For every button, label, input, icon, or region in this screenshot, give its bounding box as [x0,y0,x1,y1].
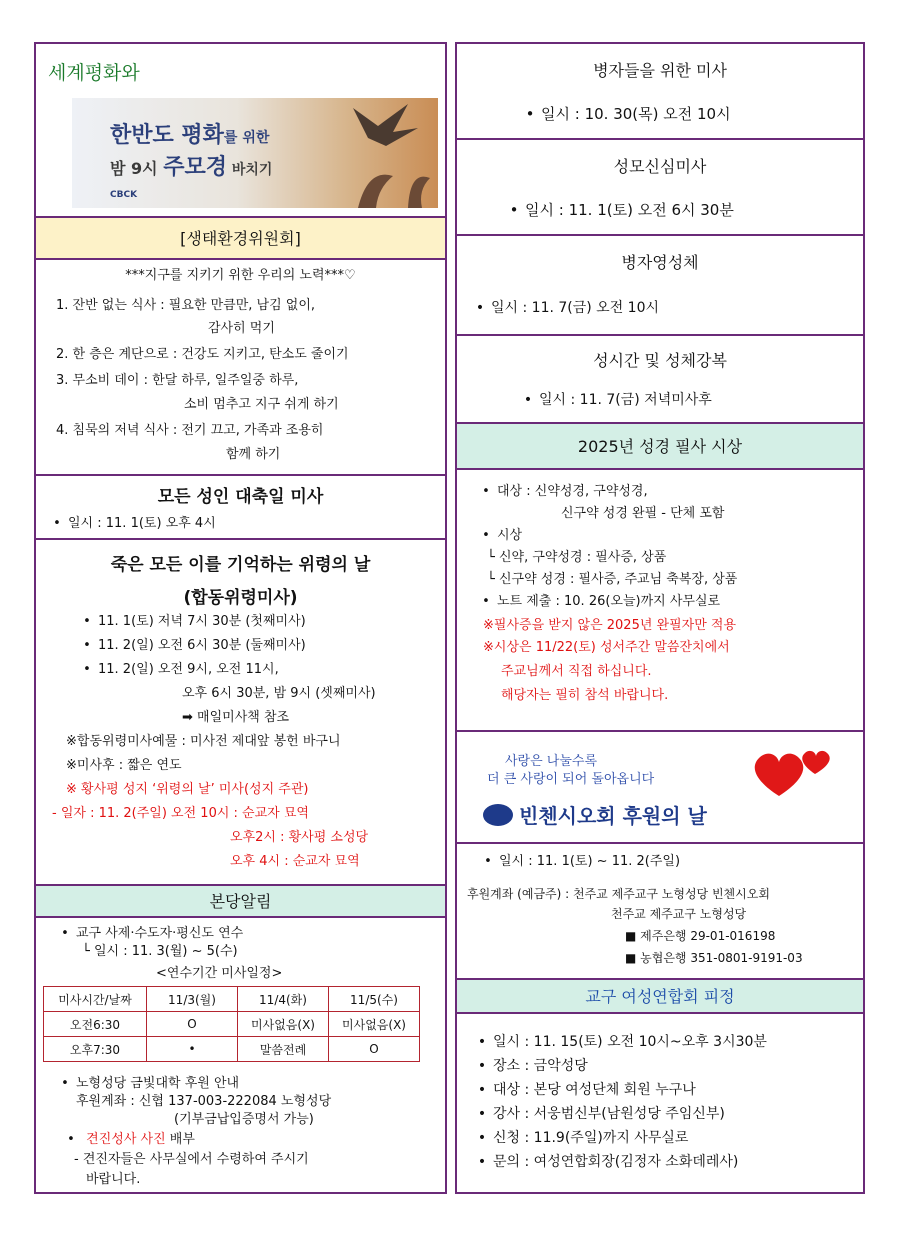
vincent-banner-title: 빈첸시오회 후원의 날 [519,804,707,828]
mass-schedule-table [43,986,420,1062]
souls-red-1: ※ 황사평 성지 ‘위령의 날’ 미사(성지 주관) [66,782,309,797]
sick-communion-section [457,236,863,336]
mary-mass-section [457,140,863,236]
vincent-bank-2: ■ 농협은행 351-0801-9191-03 [625,951,803,965]
banner-line2: 밤 9시 주모경 바치기 [110,155,273,180]
vincent-time: • 일시 : 11. 1(토) ~ 11. 2(주일) [477,852,680,872]
sick-communion-title: 병자영성체 [621,253,699,272]
souls-subtitle: (합동위령미사) [183,588,298,608]
holy-hour-time: • 일시 : 11. 7(금) 저녁미사후 [517,390,712,410]
bible-section [457,424,863,732]
saints-time: • 일시 : 11. 1(토) 오후 4시 [46,514,216,534]
bible-red-4: 해당자는 필히 참석 바랍니다. [501,688,669,703]
women-item: • 강사 : 서웅범신부(남원성당 주임신부) [471,1104,725,1124]
banner-slogan-1: 사랑은 나눌수록 [505,754,598,769]
holy-hour-title: 성시간 및 성체강복 [593,351,727,370]
univ-note: (기부금납입증명서 가능) [174,1112,314,1127]
women-item: • 대상 : 본당 여성단체 회원 누구나 [471,1080,696,1100]
eco-item: 3. 무소비 데이 : 한달 하루, 일주일중 하루, [56,373,299,388]
bible-red-1: ※필사증을 받지 않은 2025년 완필자만 적용 [483,618,737,633]
vincent-section [457,732,863,980]
eco-item: 소비 멈추고 지구 쉬게 하기 [184,397,339,412]
bible-header: 2025년 성경 필사 시상 [457,424,863,470]
sick-mass-time: • 일시 : 10. 30(목) 오전 10시 [519,104,731,124]
bible-submit: • 노트 제출 : 10. 26(오늘)까지 사무실로 [475,592,720,612]
sick-mass-title: 병자들을 위한 미사 [593,61,727,80]
table-row: 오전6:30 O 미사없음(X) 미사없음(X) [44,1012,420,1037]
souls-red-2: - 일자 : 11. 2(주일) 오전 10시 : 순교자 묘역 [52,806,309,821]
peace-banner [72,98,438,208]
left-column [34,42,447,1194]
souls-mass-3: • 11. 2(일) 오전 9시, 오전 11시, [76,660,279,680]
holy-hour-section [457,336,863,424]
parish-header: 본당알림 [36,886,445,918]
bible-award: • 시상 [475,526,522,546]
eco-item: 4. 침묵의 저녁 식사 : 전기 끄고, 가족과 조용히 [56,423,324,438]
souls-note-2: ※미사후 : 짧은 연도 [66,758,182,773]
women-section [457,980,863,1192]
bible-award-1: └ 신약, 구약성경 : 필사증, 상품 [487,550,667,565]
vincent-logo-icon [483,804,513,826]
eco-item: 1. 잔반 없는 식사 : 필요한 만큼만, 남김 없이, [56,298,316,313]
mary-mass-time: • 일시 : 11. 1(토) 오전 6시 30분 [503,200,734,220]
souls-title: 죽은 모든 이를 기억하는 위령의 날 [110,555,371,575]
retreat-date: └ 일시 : 11. 3(월) ~ 5(수) [82,944,238,959]
souls-mass-1: • 11. 1(토) 저녁 7시 30분 (첫째미사) [76,612,306,632]
souls-red-3: 오후2시 : 황사평 소성당 [230,830,369,845]
eco-item: 함께 하기 [226,447,281,462]
bible-red-3: 주교님께서 직접 하십니다. [501,664,652,679]
peace-section [36,44,445,218]
eco-item: 감사히 먹기 [208,321,275,336]
souls-red-4: 오후 4시 : 순교자 묘역 [230,854,360,869]
vincent-banner [457,732,863,844]
women-item: • 문의 : 여성연합회장(김정자 소화데레사) [471,1152,738,1172]
eco-section [36,218,445,476]
photo-notice: • 견진성사 사진 배부 [60,1130,195,1150]
bible-target-2: 신구약 성경 완필 - 단체 포함 [561,506,725,521]
vincent-account-1: 후원계좌 (예금주) : 천주교 제주교구 노형성당 빈첸시오회 [467,887,770,901]
women-item: • 장소 : 금악성당 [471,1056,588,1076]
saints-section [36,476,445,540]
heart-icon [749,744,839,804]
banner-line1: 한반도 평화를 위한 [110,123,270,148]
souls-mass-2: • 11. 2(일) 오전 6시 30분 (둘째미사) [76,636,306,656]
sick-communion-time: • 일시 : 11. 7(금) 오전 10시 [469,298,659,318]
eco-item: 2. 한 층은 계단으로 : 건강도 지키고, 탄소도 줄이기 [56,347,349,362]
retreat-table-title: <연수기간 미사일정> [156,966,283,981]
retreat-title: • 교구 사제·수도자·평신도 연수 [54,924,243,944]
mary-mass-title: 성모신심미사 [613,157,707,176]
parish-section [36,886,445,1192]
right-column [455,42,865,1194]
souls-note-1: ※합동위령미사예물 : 미사전 제대앞 봉헌 바구니 [66,734,341,749]
banner-slogan-2: 더 큰 사랑이 되어 돌아옵니다 [487,772,655,787]
bible-red-2: ※시상은 11/22(토) 성서주간 말씀잔치에서 [483,640,730,655]
souls-section [36,540,445,886]
eco-header: [생태환경위원회] [36,218,445,260]
photo-note-2: 바랍니다. [86,1172,141,1187]
vincent-bank-1: ■ 제주은행 29-01-016198 [625,929,776,943]
peace-title: 세계평화와 [48,62,140,84]
bible-target: • 대상 : 신약성경, 구약성경, [475,482,648,502]
univ-title: • 노형성당 금빛대학 후원 안내 [54,1074,239,1094]
souls-ref: ➡ 매일미사책 참조 [182,710,290,725]
dove-hands-icon [298,98,438,208]
table-row: 미사시간/날짜 11/3(월) 11/4(화) 11/5(수) [44,987,420,1012]
vincent-account-2: 천주교 제주교구 노형성당 [611,907,747,921]
souls-mass-3b: 오후 6시 30분, 밤 9시 (셋째미사) [182,686,376,701]
photo-note-1: - 견진자들은 사무실에서 수령하여 주시기 [74,1152,309,1167]
women-item: • 일시 : 11. 15(토) 오전 10시~오후 3시30분 [471,1032,767,1052]
table-row: 오후7:30 • 말씀전례 O [44,1037,420,1062]
bible-award-2: └ 신구약 성경 : 필사증, 주교님 축복장, 상품 [487,572,738,587]
saints-title: 모든 성인 대축일 미사 [157,487,324,507]
eco-slogan: ***지구를 지키기 위한 우리의 노력***♡ [125,268,356,283]
cbck-logo: CBCK [110,190,138,200]
univ-account: 후원계좌 : 신협 137-003-222084 노형성당 [76,1094,332,1109]
women-item: • 신청 : 11.9(주일)까지 사무실로 [471,1128,688,1148]
women-header: 교구 여성연합회 피정 [457,980,863,1014]
sick-mass-section [457,44,863,140]
